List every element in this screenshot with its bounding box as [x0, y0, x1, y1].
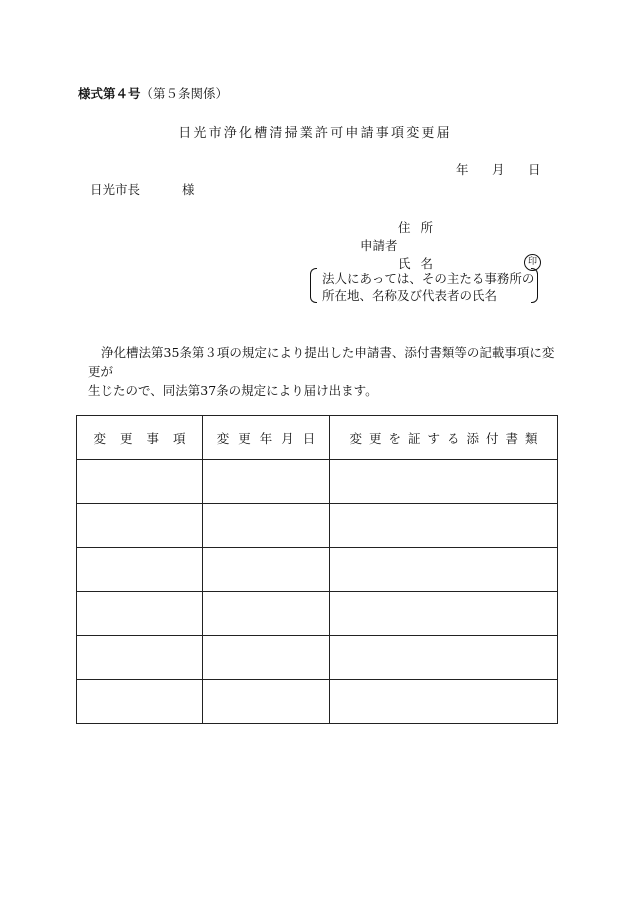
corporate-note-line2: 所在地、名称及び代表者の氏名: [322, 288, 498, 303]
date-month-label: 月: [492, 162, 505, 177]
body-line-1: 浄化槽法第35条第３項の規定により提出した申請書、添付書類等の記載事項に変更が: [88, 345, 555, 379]
cell-change-item[interactable]: [77, 548, 203, 592]
cell-change-item[interactable]: [77, 592, 203, 636]
table-row: [77, 636, 558, 680]
addressee-honorific: 様: [182, 182, 195, 197]
right-bracket: [531, 268, 538, 303]
seal-mark: 印: [524, 254, 541, 271]
cell-attached-documents[interactable]: [330, 636, 558, 680]
cell-change-item[interactable]: [77, 504, 203, 548]
cell-attached-documents[interactable]: [330, 504, 558, 548]
table-header-row: [77, 416, 558, 460]
cell-attached-documents[interactable]: [330, 592, 558, 636]
form-number: 様式第４号: [78, 86, 141, 101]
header-attached-documents: 変更を証する添付書類: [330, 416, 558, 460]
date-day-label: 日: [528, 162, 541, 177]
header-change-item: 変更事項: [77, 416, 203, 460]
address-label: 住所: [398, 220, 444, 235]
table-row: [77, 680, 558, 724]
cell-change-item[interactable]: [77, 460, 203, 504]
body-line-2: 生じたので、同法第37条の規定により届け出ます。: [88, 383, 378, 398]
applicant-label: 申請者: [360, 238, 398, 253]
form-number-label: [78, 84, 228, 102]
cell-change-item[interactable]: [77, 680, 203, 724]
change-table: [76, 415, 558, 724]
date-year-label: 年: [456, 162, 469, 177]
form-relation: （第５条関係）: [140, 86, 229, 101]
table-row: [77, 460, 558, 504]
cell-change-date[interactable]: [203, 548, 330, 592]
table-row: [77, 592, 558, 636]
table-row: [77, 504, 558, 548]
cell-change-date[interactable]: [203, 460, 330, 504]
table-row: [77, 548, 558, 592]
corporate-note: [310, 268, 538, 302]
cell-change-date[interactable]: [203, 592, 330, 636]
cell-change-item[interactable]: [77, 636, 203, 680]
cell-attached-documents[interactable]: [330, 680, 558, 724]
addressee: 日光市長: [90, 182, 141, 197]
cell-attached-documents[interactable]: [330, 460, 558, 504]
cell-attached-documents[interactable]: [330, 548, 558, 592]
cell-change-date[interactable]: [203, 504, 330, 548]
name-label: 氏名: [398, 256, 444, 271]
left-bracket: [310, 268, 317, 303]
corporate-note-line1: 法人にあっては、その主たる事務所の: [322, 271, 535, 286]
cell-change-date[interactable]: [203, 636, 330, 680]
document-title: 日光市浄化槽清掃業許可申請事項変更届: [178, 126, 452, 141]
cell-change-date[interactable]: [203, 680, 330, 724]
header-change-date: 変更年月日: [203, 416, 330, 460]
body-text: [88, 343, 563, 400]
